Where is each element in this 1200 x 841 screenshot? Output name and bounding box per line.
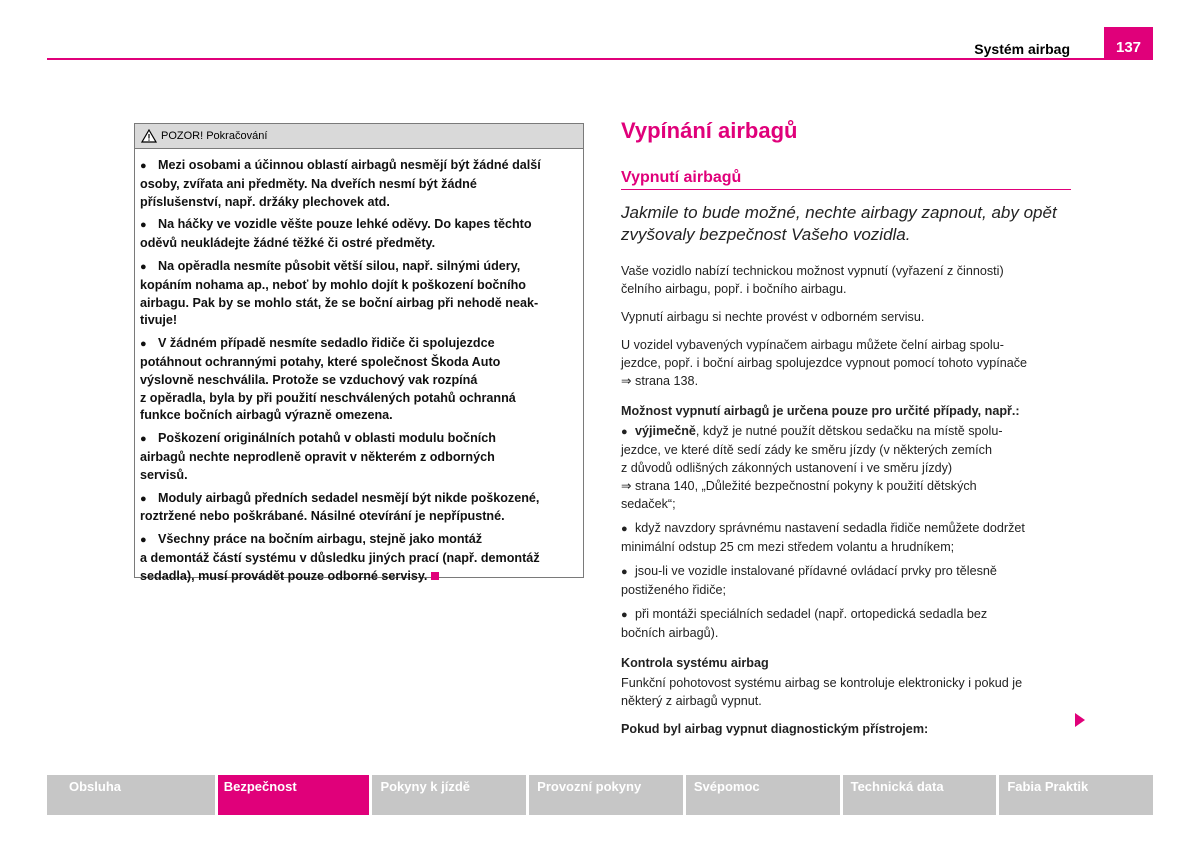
warning-title: POZOR! Pokračování bbox=[161, 130, 268, 142]
warning-box bbox=[134, 123, 584, 583]
tab-0[interactable]: Obsluha bbox=[47, 775, 215, 815]
bullet-icon: ● bbox=[140, 160, 147, 172]
kontrola-heading: Kontrola systému airbag bbox=[621, 656, 769, 670]
warning-triangle-icon bbox=[141, 129, 157, 143]
page-reference-link[interactable]: ⇒ strana 138. bbox=[621, 374, 699, 388]
page-number: 137 bbox=[1104, 27, 1153, 60]
bullet-icon: ● bbox=[140, 260, 147, 273]
warning-item: ● Všechny práce na bočním airbagu, stejně jako montáž a demontáž částí systému v důsledku jiných prací (např. demontáž sedadla), musí provádět pouze odborné servisy. bbox=[140, 532, 540, 583]
paragraph-1: Vaše vozidlo nabízí technickou možnost vypnutí (vyřazení z činnosti) čelního airbagu, popř. i bočního airbagu. bbox=[621, 264, 1004, 296]
warning-item: ● Poškození originálních potahů v oblasti modulu bočních airbagů nechte neprodleně opravit v některém z odborných servisů. bbox=[140, 431, 496, 482]
warning-item: ● Na háčky ve vozidle věšte pouze lehké oděvy. Do kapes těchto oděvů neukládejte žádné těžké či ostré předměty. bbox=[140, 217, 532, 251]
bullet-icon: ● bbox=[140, 492, 147, 505]
section-title: Systém airbag bbox=[974, 41, 1070, 57]
tab-3[interactable]: Provozní pokyny bbox=[529, 775, 683, 815]
footer-tabs bbox=[47, 775, 1153, 815]
list-item: ● když navzdory správnému nastavení sedadla řidiče nemůžete dodržet minimální odstup 25 cm mezi středem volantu a hrudníkem; bbox=[621, 521, 1025, 554]
paragraph-2: Vypnutí airbagu si nechte provést v odborném servisu. bbox=[621, 310, 925, 324]
page-reference-link[interactable]: ⇒ strana 140, „Důležité bezpečnostní pokyny k použití dětských bbox=[621, 479, 977, 493]
page-heading: Vypínání airbagů bbox=[621, 118, 798, 143]
next-page-arrow-icon[interactable] bbox=[1075, 713, 1085, 727]
tab-2[interactable]: Pokyny k jízdě bbox=[372, 775, 526, 815]
tab-5[interactable]: Technická data bbox=[843, 775, 997, 815]
header-rule bbox=[47, 58, 1153, 60]
warning-item: ● Moduly airbagů předních sedadel nesmějí být nikde poškozené, roztržené nebo poškrábané. Násilné otevírání je nepřípustné. bbox=[140, 490, 540, 524]
tab-4[interactable]: Svépomoc bbox=[686, 775, 840, 815]
list-item: ● při montáži speciálních sedadel (např. ortopedická sedadla bez bočních airbagů). bbox=[621, 607, 988, 640]
warning-item: ● Na opěradla nesmíte působit větší silou, např. silnými údery, kopáním nohama ap., neboť by mohlo dojít k poškození bočního airbagu. Pak by se mohlo stát, že se boční airbag při nehodě neak- tivuje! bbox=[140, 258, 539, 328]
warning-header bbox=[135, 124, 583, 149]
bullet-icon: ● bbox=[140, 433, 147, 446]
bullet-icon: ● bbox=[140, 534, 147, 547]
paragraph-3: U vozidel vybavených vypínačem airbagu můžete čelní airbag spolu- jezdce, popř. i boční airbag spolujezdce vypnout pomocí tohoto vypínače ⇒ strana 138. bbox=[621, 338, 1028, 388]
last-heading: Pokud byl airbag vypnut diagnostickým přístrojem: bbox=[621, 722, 929, 736]
lead-text: Jakmile to bude možné, nechte airbagy zapnout, aby opět zvyšovaly bezpečnost Vašeho vozidla. bbox=[621, 203, 1057, 244]
bullet-icon: ● bbox=[140, 219, 147, 232]
tab-6[interactable]: Fabia Praktik bbox=[999, 775, 1153, 815]
warning-item: ● Mezi osobami a účinnou oblastí airbagů nesmějí být žádné další osoby, zvířata ani předměty. Na dveřích nesmí být žádné příslušenství, např. držáky plechovek atd. bbox=[140, 158, 541, 209]
warning-item: ● V žádném případě nesmíte sedadlo řidiče či spolujezdce potáhnout ochrannými potahy, které společnost Škoda Auto výslovně neschválila. Protože se vzduchový vak rozpíná z opěradla, byla by při použití neschválených potahů ochranná funkce bočních airbagů výrazně omezena. bbox=[140, 336, 516, 423]
tab-1[interactable]: Bezpečnost bbox=[218, 775, 370, 815]
kontrola-text: Funkční pohotovost systému airbag se kontroluje elektronicky i pokud je některý z airbagů vypnut. bbox=[621, 676, 1023, 708]
list-item: ● výjimečně, když je nutné použít dětskou sedačku na místě spolu- jezdce, ve které dítě sedí zády ke směru jízdy (v některých zemích z důvodů odlišných zákonných ustanovení i ve směru jízdy) ⇒ strana 140, „Důležité bezpečnostní pokyny k použití dětských sedaček“; bbox=[621, 424, 1003, 511]
bullet-icon: ● bbox=[140, 338, 147, 351]
cases-heading: Možnost vypnutí airbagů je určena pouze pro určité případy, např.: bbox=[621, 404, 1020, 418]
main-content bbox=[621, 116, 1081, 738]
warning-body bbox=[135, 149, 583, 586]
subheading: Vypnutí airbagů bbox=[621, 169, 1071, 190]
list-item: ● jsou-li ve vozidle instalované přídavné ovládací prvky pro tělesně postiženého řidiče; bbox=[621, 564, 997, 597]
end-marker-icon bbox=[431, 572, 439, 580]
